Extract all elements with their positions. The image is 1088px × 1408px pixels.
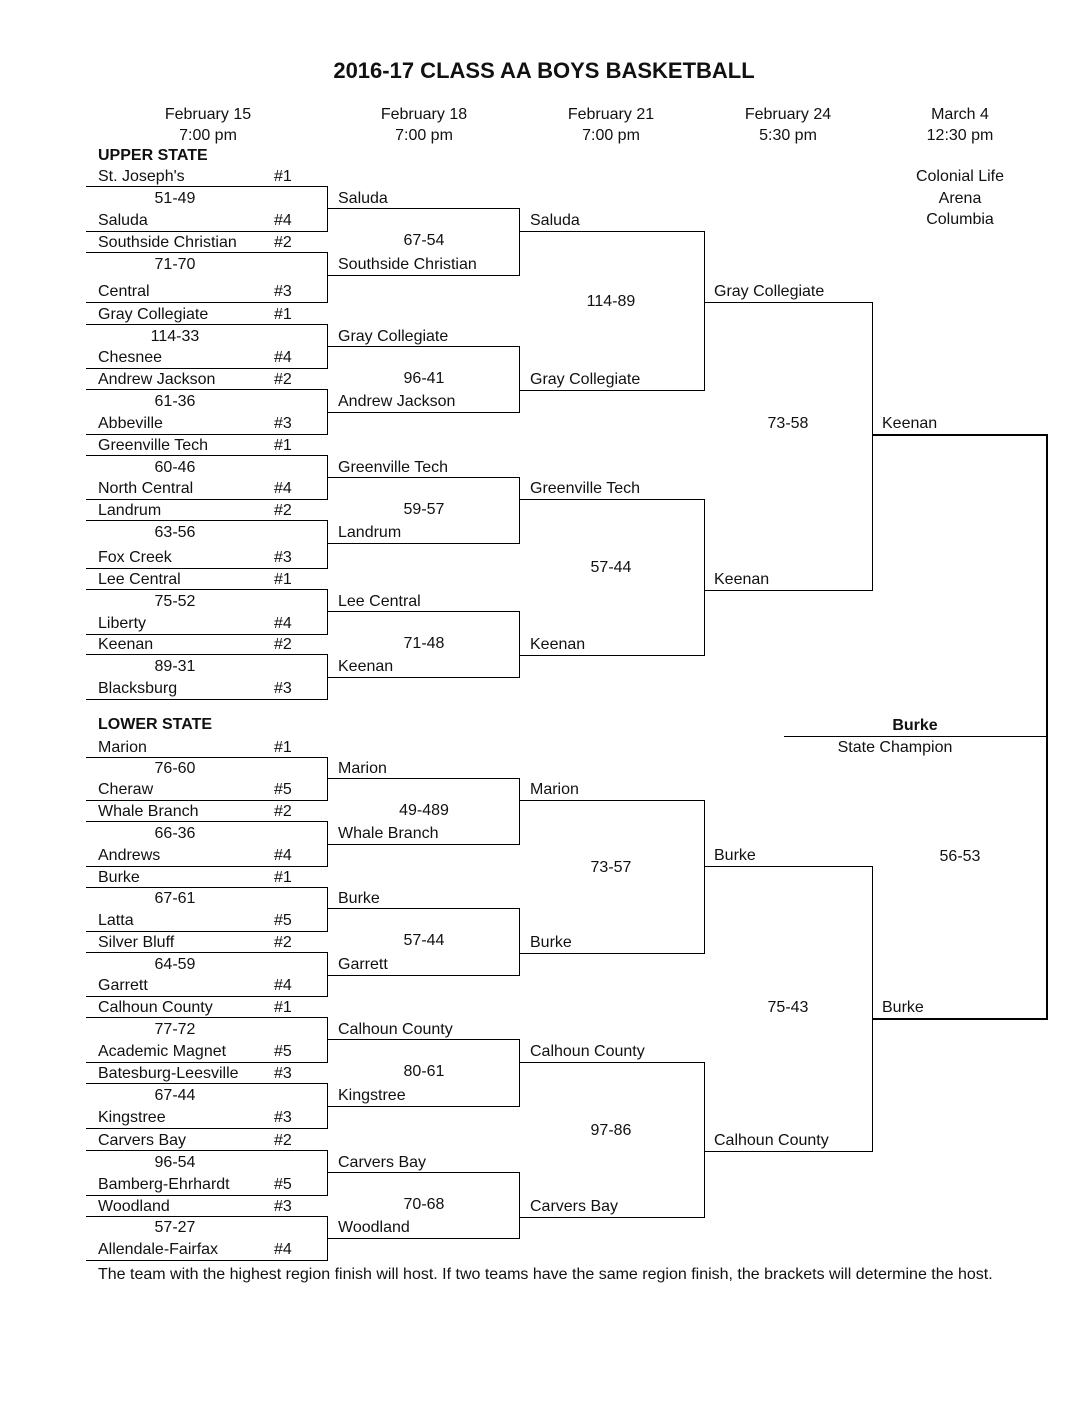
bracket-line bbox=[86, 931, 327, 932]
team-name: Cheraw bbox=[98, 781, 154, 798]
bracket-line bbox=[327, 275, 519, 276]
final-bracket-line bbox=[1046, 434, 1048, 1020]
bracket-line bbox=[327, 208, 519, 209]
bracket-line bbox=[327, 1017, 328, 1063]
bracket-line bbox=[86, 887, 327, 888]
team-name: Calhoun County bbox=[714, 1132, 829, 1149]
seed: #4 bbox=[274, 480, 292, 497]
round-date: February 18 bbox=[380, 106, 468, 123]
seed: #3 bbox=[274, 1198, 292, 1215]
game-score: 57-44 bbox=[590, 559, 632, 576]
bracket-line bbox=[86, 1083, 327, 1084]
team-name: Landrum bbox=[98, 502, 162, 519]
team-name: Greenville Tech bbox=[338, 459, 448, 476]
round-date: February 24 bbox=[744, 106, 832, 123]
bracket-line bbox=[86, 800, 327, 801]
bracket-line bbox=[86, 568, 327, 569]
team-name: Allendale-Fairfax bbox=[98, 1241, 219, 1258]
seed: #2 bbox=[274, 502, 292, 519]
team-name: St. Joseph's bbox=[98, 168, 185, 185]
bracket-line bbox=[872, 302, 873, 591]
seed: #1 bbox=[274, 869, 292, 886]
bracket-line bbox=[86, 324, 327, 325]
game-score: 67-44 bbox=[154, 1087, 196, 1104]
bracket-line bbox=[86, 866, 327, 867]
bracket-line bbox=[86, 368, 327, 369]
team-name: Woodland bbox=[338, 1219, 410, 1236]
game-score: 51-49 bbox=[154, 190, 196, 207]
bracket-line bbox=[86, 231, 327, 232]
bracket-line bbox=[86, 821, 327, 822]
team-name: Greenville Tech bbox=[530, 480, 640, 497]
game-score: 75-52 bbox=[154, 593, 196, 610]
game-score: 97-86 bbox=[590, 1121, 632, 1139]
bracket-line bbox=[327, 346, 519, 347]
seed: #4 bbox=[274, 212, 292, 229]
team-name: Burke bbox=[530, 934, 572, 951]
seed: #5 bbox=[274, 912, 292, 929]
seed: #2 bbox=[274, 1132, 292, 1149]
team-name: Calhoun County bbox=[338, 1021, 453, 1038]
venue-line: Arena bbox=[938, 190, 982, 207]
seed: #1 bbox=[274, 437, 292, 454]
bracket-line bbox=[86, 654, 327, 655]
bracket-line bbox=[872, 866, 873, 1152]
game-score: 96-54 bbox=[154, 1154, 196, 1171]
round-date: February 15 bbox=[164, 106, 252, 123]
bracket-line bbox=[86, 1062, 327, 1063]
game-score: 60-46 bbox=[154, 459, 196, 476]
bracket-line bbox=[327, 520, 328, 569]
team-name: Keenan bbox=[98, 636, 154, 653]
bracket-line bbox=[327, 1039, 519, 1040]
game-score: 66-36 bbox=[154, 825, 196, 842]
bracket-line bbox=[872, 434, 1046, 436]
bracket-line bbox=[86, 952, 327, 953]
seed: #4 bbox=[274, 349, 292, 366]
bracket-line bbox=[327, 1106, 519, 1107]
round-time: 5:30 pm bbox=[759, 127, 817, 144]
team-name: Lee Central bbox=[338, 593, 421, 610]
team-name: Abbeville bbox=[98, 415, 163, 432]
venue-line: Columbia bbox=[926, 211, 994, 228]
team-name: Keenan bbox=[530, 636, 586, 653]
footnote: The team with the highest region finish will host. If two teams have the same region finish, the brackets will determine the host. bbox=[98, 1266, 993, 1283]
bracket-line bbox=[519, 655, 704, 656]
team-name: Woodland bbox=[98, 1198, 170, 1215]
team-name: Saluda bbox=[338, 190, 388, 207]
seed: #4 bbox=[274, 1241, 292, 1258]
game-score: 61-36 bbox=[154, 393, 196, 410]
bracket-line bbox=[86, 252, 327, 253]
game-score: 89-31 bbox=[154, 658, 196, 675]
seed: #5 bbox=[274, 781, 292, 798]
seed: #2 bbox=[274, 803, 292, 820]
seed: #1 bbox=[274, 999, 292, 1016]
team-name: Keenan bbox=[714, 571, 770, 588]
team-name: Carvers Bay bbox=[530, 1198, 619, 1215]
round-time: 12:30 pm bbox=[926, 127, 994, 144]
team-name: Kingstree bbox=[98, 1109, 166, 1126]
seed: #3 bbox=[274, 1109, 292, 1126]
team-name: Keenan bbox=[882, 415, 938, 432]
team-name: Marion bbox=[530, 781, 579, 798]
seed: #5 bbox=[274, 1043, 292, 1060]
seed: #1 bbox=[274, 168, 292, 185]
team-name: Blacksburg bbox=[98, 680, 178, 697]
seed: #2 bbox=[274, 934, 292, 951]
seed: #4 bbox=[274, 615, 292, 632]
team-name: Academic Magnet bbox=[98, 1043, 227, 1060]
team-name: Gray Collegiate bbox=[98, 306, 209, 323]
bracket-line bbox=[519, 778, 520, 845]
team-name: Burke bbox=[338, 890, 380, 907]
bracket-line bbox=[327, 252, 328, 303]
team-name: Latta bbox=[98, 912, 134, 929]
bracket-line bbox=[86, 1195, 327, 1196]
bracket-line bbox=[872, 1018, 1046, 1020]
game-score: 75-43 bbox=[767, 999, 809, 1016]
bracket-line bbox=[704, 302, 872, 303]
seed: #3 bbox=[274, 1065, 292, 1082]
team-name: Fox Creek bbox=[98, 549, 172, 566]
round-time: 7:00 pm bbox=[179, 127, 237, 144]
bracket-line bbox=[327, 844, 519, 845]
bracket-line bbox=[86, 699, 327, 700]
round-time: 7:00 pm bbox=[582, 127, 640, 144]
team-name: Marion bbox=[98, 739, 147, 756]
seed: #3 bbox=[274, 680, 292, 697]
game-score: 114-89 bbox=[586, 292, 636, 310]
bracket-line bbox=[86, 1260, 327, 1261]
seed: #2 bbox=[274, 371, 292, 388]
bracket-line bbox=[704, 866, 872, 867]
venue-line: Colonial Life bbox=[915, 168, 1005, 185]
team-name: Landrum bbox=[338, 524, 402, 541]
team-name: Liberty bbox=[98, 615, 147, 632]
bracket-line bbox=[519, 346, 520, 413]
team-name: Bamberg-Ehrhardt bbox=[98, 1176, 230, 1193]
team-name: Burke bbox=[98, 869, 140, 886]
game-score: 56-53 bbox=[939, 848, 981, 865]
game-score: 80-61 bbox=[403, 1063, 445, 1080]
bracket-line bbox=[704, 499, 705, 656]
game-score: 77-72 bbox=[154, 1021, 196, 1038]
team-name: Burke bbox=[882, 999, 924, 1016]
bracket-line bbox=[327, 477, 519, 478]
bracket-line bbox=[327, 908, 519, 909]
bracket-line bbox=[86, 455, 327, 456]
team-name: Kingstree bbox=[338, 1087, 406, 1104]
bracket-line bbox=[519, 953, 704, 954]
game-score: 49-489 bbox=[399, 801, 449, 819]
team-name: Gray Collegiate bbox=[338, 328, 449, 345]
bracket-line bbox=[519, 800, 704, 801]
seed: #2 bbox=[274, 636, 292, 653]
team-name: Saluda bbox=[530, 212, 580, 229]
game-score: 67-54 bbox=[403, 232, 445, 249]
bracket-line bbox=[86, 1150, 327, 1151]
seed: #3 bbox=[274, 415, 292, 432]
game-score: 57-44 bbox=[403, 932, 445, 949]
seed: #4 bbox=[274, 847, 292, 864]
bracket-line bbox=[86, 634, 327, 635]
bracket-line bbox=[86, 499, 327, 500]
seed: #3 bbox=[274, 283, 292, 300]
seed: #3 bbox=[274, 549, 292, 566]
seed: #5 bbox=[274, 1176, 292, 1193]
game-score: 71-48 bbox=[403, 634, 445, 652]
bracket-line bbox=[519, 477, 520, 544]
bracket-line bbox=[519, 231, 704, 232]
game-score: 63-56 bbox=[154, 524, 196, 541]
team-name: Greenville Tech bbox=[98, 437, 208, 454]
game-score: 114-33 bbox=[150, 328, 200, 345]
team-name: Southside Christian bbox=[338, 256, 477, 273]
team-name: Silver Bluff bbox=[98, 934, 175, 951]
bracket-line bbox=[327, 677, 519, 678]
bracket-line bbox=[519, 499, 704, 500]
team-name: Andrews bbox=[98, 847, 161, 864]
team-name: Burke bbox=[714, 847, 756, 864]
bracket-line bbox=[86, 996, 327, 997]
team-name: Whale Branch bbox=[338, 825, 439, 842]
bracket-line bbox=[704, 1151, 872, 1152]
team-name: Keenan bbox=[338, 658, 394, 675]
team-name: North Central bbox=[98, 480, 194, 497]
team-name: Carvers Bay bbox=[338, 1154, 427, 1171]
team-name: Whale Branch bbox=[98, 803, 199, 820]
game-score: 70-68 bbox=[403, 1195, 445, 1213]
seed: #1 bbox=[274, 306, 292, 323]
game-score: 73-57 bbox=[590, 858, 632, 876]
bracket-line bbox=[86, 186, 327, 187]
bracket-line bbox=[86, 757, 327, 758]
bracket-line bbox=[327, 412, 519, 413]
team-name: Carvers Bay bbox=[98, 1132, 187, 1149]
team-name: Calhoun County bbox=[98, 999, 213, 1016]
game-score: 67-61 bbox=[154, 890, 196, 907]
bracket-line bbox=[327, 1150, 328, 1196]
game-score: 96-41 bbox=[403, 369, 445, 387]
bracket-line bbox=[704, 1062, 705, 1218]
bracket-line bbox=[704, 800, 705, 954]
bracket-line bbox=[519, 908, 520, 976]
bracket-line bbox=[86, 589, 327, 590]
page-title: 2016-17 CLASS AA BOYS BASKETBALL bbox=[333, 58, 755, 83]
bracket-line bbox=[86, 1017, 327, 1018]
bracket-line bbox=[519, 390, 704, 391]
round-date: March 4 bbox=[931, 106, 989, 123]
team-name: Gray Collegiate bbox=[530, 371, 641, 388]
bracket-line bbox=[327, 186, 328, 232]
team-name: Garrett bbox=[98, 977, 148, 994]
team-name: Central bbox=[98, 283, 150, 300]
team-name: Andrew Jackson bbox=[98, 371, 216, 388]
section-label: UPPER STATE bbox=[98, 147, 208, 164]
seed: #1 bbox=[274, 739, 292, 756]
team-name: Gray Collegiate bbox=[714, 283, 825, 300]
bracket-line bbox=[86, 302, 327, 303]
bracket-line bbox=[704, 590, 872, 591]
bracket-line bbox=[704, 231, 705, 391]
bracket-line bbox=[86, 1128, 327, 1129]
bracket-line bbox=[519, 611, 520, 678]
game-score: 73-58 bbox=[767, 415, 809, 432]
game-score: 59-57 bbox=[403, 500, 445, 518]
seed: #1 bbox=[274, 571, 292, 588]
round-time: 7:00 pm bbox=[395, 127, 453, 144]
bracket-line bbox=[327, 887, 328, 932]
game-score: 71-70 bbox=[154, 256, 196, 273]
seed: #4 bbox=[274, 977, 292, 994]
bracket-line bbox=[327, 778, 519, 779]
team-name: Batesburg-Leesville bbox=[98, 1065, 239, 1082]
bracket-line bbox=[327, 543, 519, 544]
team-name: Lee Central bbox=[98, 571, 181, 588]
bracket-line bbox=[327, 589, 328, 635]
game-score: 76-60 bbox=[154, 760, 196, 777]
bracket-line bbox=[327, 1172, 519, 1173]
team-name: Chesnee bbox=[98, 349, 163, 366]
bracket-line bbox=[86, 389, 327, 390]
game-score: 57-27 bbox=[154, 1219, 196, 1236]
bracket-line bbox=[86, 434, 327, 435]
section-label: LOWER STATE bbox=[98, 716, 213, 733]
champion-line bbox=[784, 736, 1046, 737]
bracket-line bbox=[519, 1172, 520, 1239]
bracket-line bbox=[519, 1062, 704, 1063]
bracket-line bbox=[519, 1039, 520, 1107]
round-date: February 21 bbox=[567, 106, 655, 123]
seed: #2 bbox=[274, 234, 292, 251]
bracket-line bbox=[327, 975, 519, 976]
team-name: Marion bbox=[338, 760, 387, 777]
champion-label: State Champion bbox=[837, 739, 953, 756]
bracket-line bbox=[519, 1217, 704, 1218]
champion-name: Burke bbox=[892, 717, 938, 734]
team-name: Saluda bbox=[98, 212, 148, 229]
bracket-line bbox=[86, 1216, 327, 1217]
game-score: 64-59 bbox=[154, 956, 196, 973]
team-name: Garrett bbox=[338, 956, 388, 973]
bracket-line bbox=[519, 208, 520, 276]
team-name: Andrew Jackson bbox=[338, 393, 456, 410]
team-name: Southside Christian bbox=[98, 234, 237, 251]
bracket-line bbox=[86, 520, 327, 521]
bracket-line bbox=[327, 1238, 519, 1239]
bracket-line bbox=[327, 611, 519, 612]
bracket-line bbox=[327, 757, 328, 801]
team-name: Calhoun County bbox=[530, 1043, 645, 1060]
